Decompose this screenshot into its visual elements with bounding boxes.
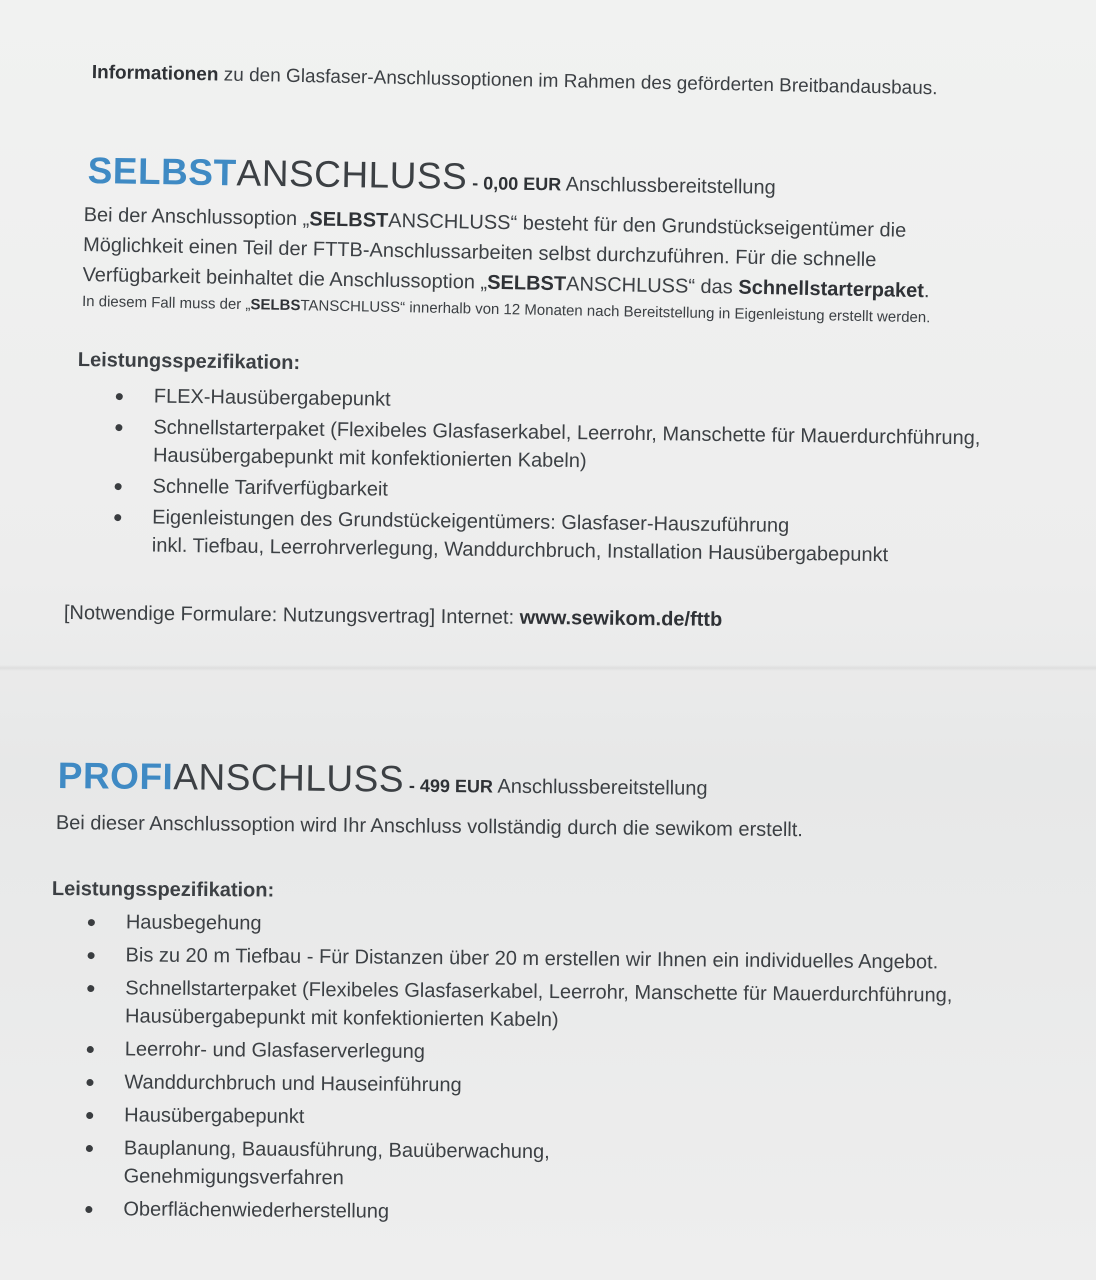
list-item: Bauplanung, Bauausführung, Bauüberwachung, Genehmigungsverfahren	[82, 1134, 1062, 1199]
selbst-desc-line-2: Möglichkeit einen Teil der FTTB-Anschlussarbeiten selbst durchzuführen. Für die schnelle	[82, 233, 877, 272]
paper-fold	[0, 665, 1096, 671]
selbst-desc-line-1: Bei der Anschlussoption „SELBSTANSCHLUSS“ besteht für den Grundstückseigentümer die	[83, 203, 907, 242]
list-item: Schnellstarterpaket (Flexibeles Glasfaserkabel, Leerrohr, Manschette für Mauerdurchführung, Hausübergabepunkt mit konfektionierten Kabeln)	[83, 974, 1063, 1039]
list-item: Hausübergabepunkt	[82, 1101, 1062, 1138]
intro-text	[92, 62, 938, 100]
selbst-price-sub: Anschlussbereitstellung	[561, 173, 776, 199]
selbst-title-blue: SELBST	[87, 150, 237, 194]
list-item: Wanddurchbruch und Hauseinführung	[82, 1068, 1062, 1105]
profi-spec-list	[81, 908, 1064, 1237]
profi-title-blue: PROFI	[57, 755, 174, 798]
profi-price-sub: Anschlussbereitstellung	[492, 775, 708, 800]
list-item: Oberflächenwiederherstellung	[81, 1195, 1061, 1232]
sewikom-url: www.sewikom.de/fttb	[519, 606, 723, 631]
selbstanschluss-heading	[87, 150, 776, 203]
profi-spec-label: Leistungsspezifikation:	[51, 878, 275, 902]
list-item: Leerrohr- und Glasfaserverlegung	[83, 1035, 1063, 1072]
list-item: Schnelle Tarifverfügbarkeit	[110, 472, 1050, 512]
profi-title-rest: ANSCHLUSS	[173, 756, 405, 800]
selbst-description	[82, 200, 1044, 332]
intro-bold: Informationen	[91, 62, 219, 86]
selbst-desc-line-3: Verfügbarkeit beinhaltet die Anschlussoption „SELBSTANSCHLUSS“ das Schnellstarterpaket.	[82, 263, 930, 303]
list-item: Eigenleistungen des Grundstückeigentümers: Glasfaser-Hauszuführung inkl. Tiefbau, Leerrohrverlegung, Wanddurchbruch, Installation Hausübergabepunkt	[110, 503, 1051, 571]
profi-description: Bei dieser Anschlussoption wird Ihr Anschluss vollständig durch die sewikom erstellt.	[55, 812, 803, 842]
selbst-spec-label: Leistungsspezifikation:	[77, 349, 301, 375]
list-item: FLEX-Hausübergabepunkt	[112, 382, 1052, 422]
list-item: Bis zu 20 m Tiefbau - Für Distanzen über 20 m erstellen wir Ihnen ein individuelles Angebot.	[83, 941, 1063, 978]
selbst-price: - 0,00 EUR	[467, 172, 562, 195]
selbst-desc-line-4: In diesem Fall muss der „SELBSTANSCHLUSS“ innerhalb von 12 Monaten nach Bereitstellung in Eigenleistung erstellt werden.	[81, 292, 931, 327]
list-item: Schnellstarterpaket (Flexibeles Glasfaserkabel, Leerrohr, Manschette für Mauerdurchführung, Hausübergabepunkt mit konfektionierten Kabeln)	[111, 413, 1052, 481]
profi-price: - 499 EUR	[403, 775, 494, 797]
selbst-title-rest: ANSCHLUSS	[236, 152, 468, 197]
selbst-forms-note: [Notwendige Formulare: Nutzungsvertrag] Internet: www.sewikom.de/fttb	[63, 602, 723, 631]
profianschluss-heading	[58, 755, 708, 804]
selbst-spec-list	[110, 382, 1052, 574]
intro-rest: zu den Glasfaser-Anschlussoptionen im Rahmen des geförderten Breitbandausbaus.	[218, 64, 938, 100]
list-item: Hausbegehung	[84, 908, 1064, 945]
